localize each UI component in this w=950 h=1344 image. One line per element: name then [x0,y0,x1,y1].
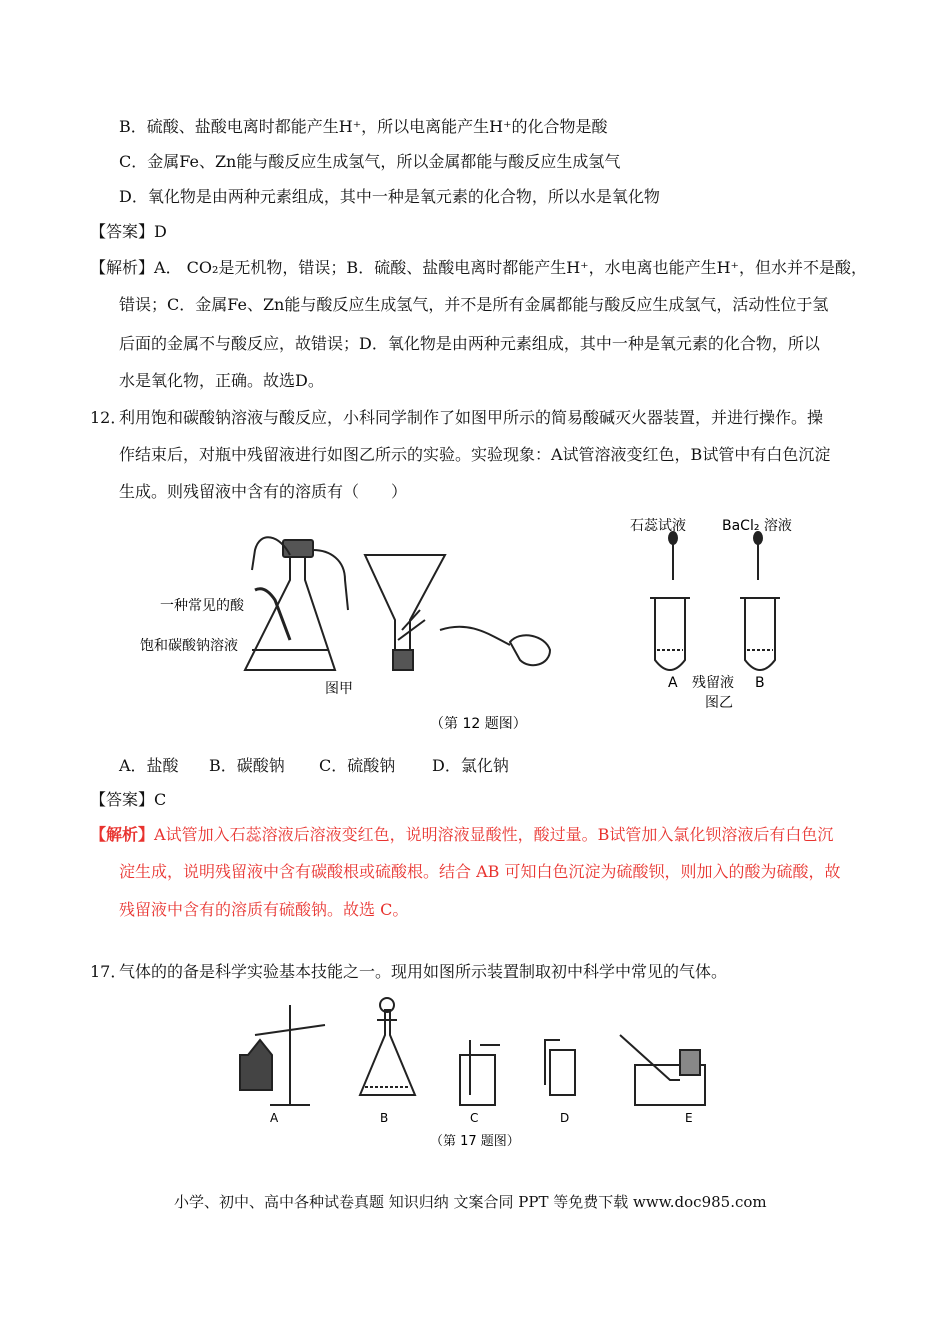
q12-stem-line: 利用饱和碳酸钠溶液与酸反应，小科同学制作了如图甲所示的简易酸碱灭火器装置，并进行操作。操 [119,408,824,427]
q12-stem-line: 生成。则残留液中含有的溶质有（ ） [119,482,408,501]
q12-analysis [90,825,833,845]
q17-figure [230,995,740,1150]
label-tube-b: B [755,675,765,691]
label-acid: 一种常见的酸 [160,598,244,614]
q11-option-c: C．金属Fe、Zn能与酸反应生成氢气，所以金属都能与酸反应生成氢气 [119,152,621,171]
q11-option-b: B．硫酸、盐酸电离时都能产生H⁺，所以电离能产生H⁺的化合物是酸 [119,117,608,136]
q17-stem: 气体的的备是科学实验基本技能之一。现用如图所示装置制取初中科学中常见的气体。 [119,962,728,981]
footer: 小学、初中、高中各种试卷真题 知识归纳 文案合同 PPT 等免费下载 www.doc985.com [174,1193,767,1211]
q17-number: 17． [90,962,127,981]
q11-analysis-line: A． CO₂是无机物，错误；B．硫酸、盐酸电离时都能产生H⁺，水电离也能产生H⁺，但水并不是酸， [154,258,867,277]
label-sodium-carbonate: 饱和碳酸钠溶液 [140,638,238,654]
fig17-label-b: B [380,1111,389,1125]
q12-stem-line: 作结束后，对瓶中残留液进行如图乙所示的实验。实验现象：A试管溶液变红色，B试管中有白色沉淀 [119,445,831,464]
q12-analysis-line: 淀生成，说明残留液中含有碳酸根或硫酸根。结合 AB 可知白色沉淀为硫酸钡，则加入的酸为硫酸，故 [119,862,841,881]
q11-option-d: D．氧化物是由两种元素组成，其中一种是氧元素的化合物，所以水是氧化物 [119,187,660,206]
q11-answer: 【答案】D [90,222,167,241]
label-tube-a: A [668,675,678,691]
q11-analysis-line: 后面的金属不与酸反应，故错误；D．氧化物是由两种元素组成，其中一种是氧元素的化合物，所以 [119,334,820,353]
q11-analysis [90,258,867,278]
fig12-caption: （第 12 题图） [430,716,527,732]
q12-analysis-line: A试管加入石蕊溶液后溶液变红色，说明溶液显酸性，酸过量。B试管加入氯化钡溶液后有白色沉 [154,825,834,844]
q12-option-d: D．氯化钠 [432,756,509,775]
label-bacl2: BaCl₂ 溶液 [722,518,792,534]
fig17-label-d: D [560,1111,570,1125]
label-fig-a: 图甲 [325,681,353,697]
q11-analysis-label: 【解析】 [90,258,155,277]
q12-option-b: B．碳酸钠 [209,756,285,775]
q11-analysis-line: 水是氧化物，正确。故选D。 [119,371,324,390]
fig17-caption: （第 17 题图） [430,1134,520,1149]
fig17-label-a: A [270,1111,279,1125]
q12-option-a: A．盐酸 [119,756,179,775]
label-litmus: 石蕊试液 [630,518,686,534]
label-residue: 残留液 [692,675,734,691]
q12-analysis-label: 【解析】 [90,825,155,844]
q11-analysis-line: 错误；C．金属Fe、Zn能与酸反应生成氢气，并不是所有金属都能与酸反应生成氢气，活动性位于氢 [119,295,829,314]
q12-analysis-line: 残留液中含有的溶质有硫酸钠。故选 C。 [119,900,409,919]
label-fig-b: 图乙 [705,695,733,711]
q12-option-c: C．硫酸钠 [319,756,396,775]
q12-figure [140,510,820,740]
fig17-label-c: C [470,1111,479,1125]
q12-number: 12． [90,408,127,427]
fig17-label-e: E [685,1111,693,1125]
q12-answer: 【答案】C [90,790,167,809]
